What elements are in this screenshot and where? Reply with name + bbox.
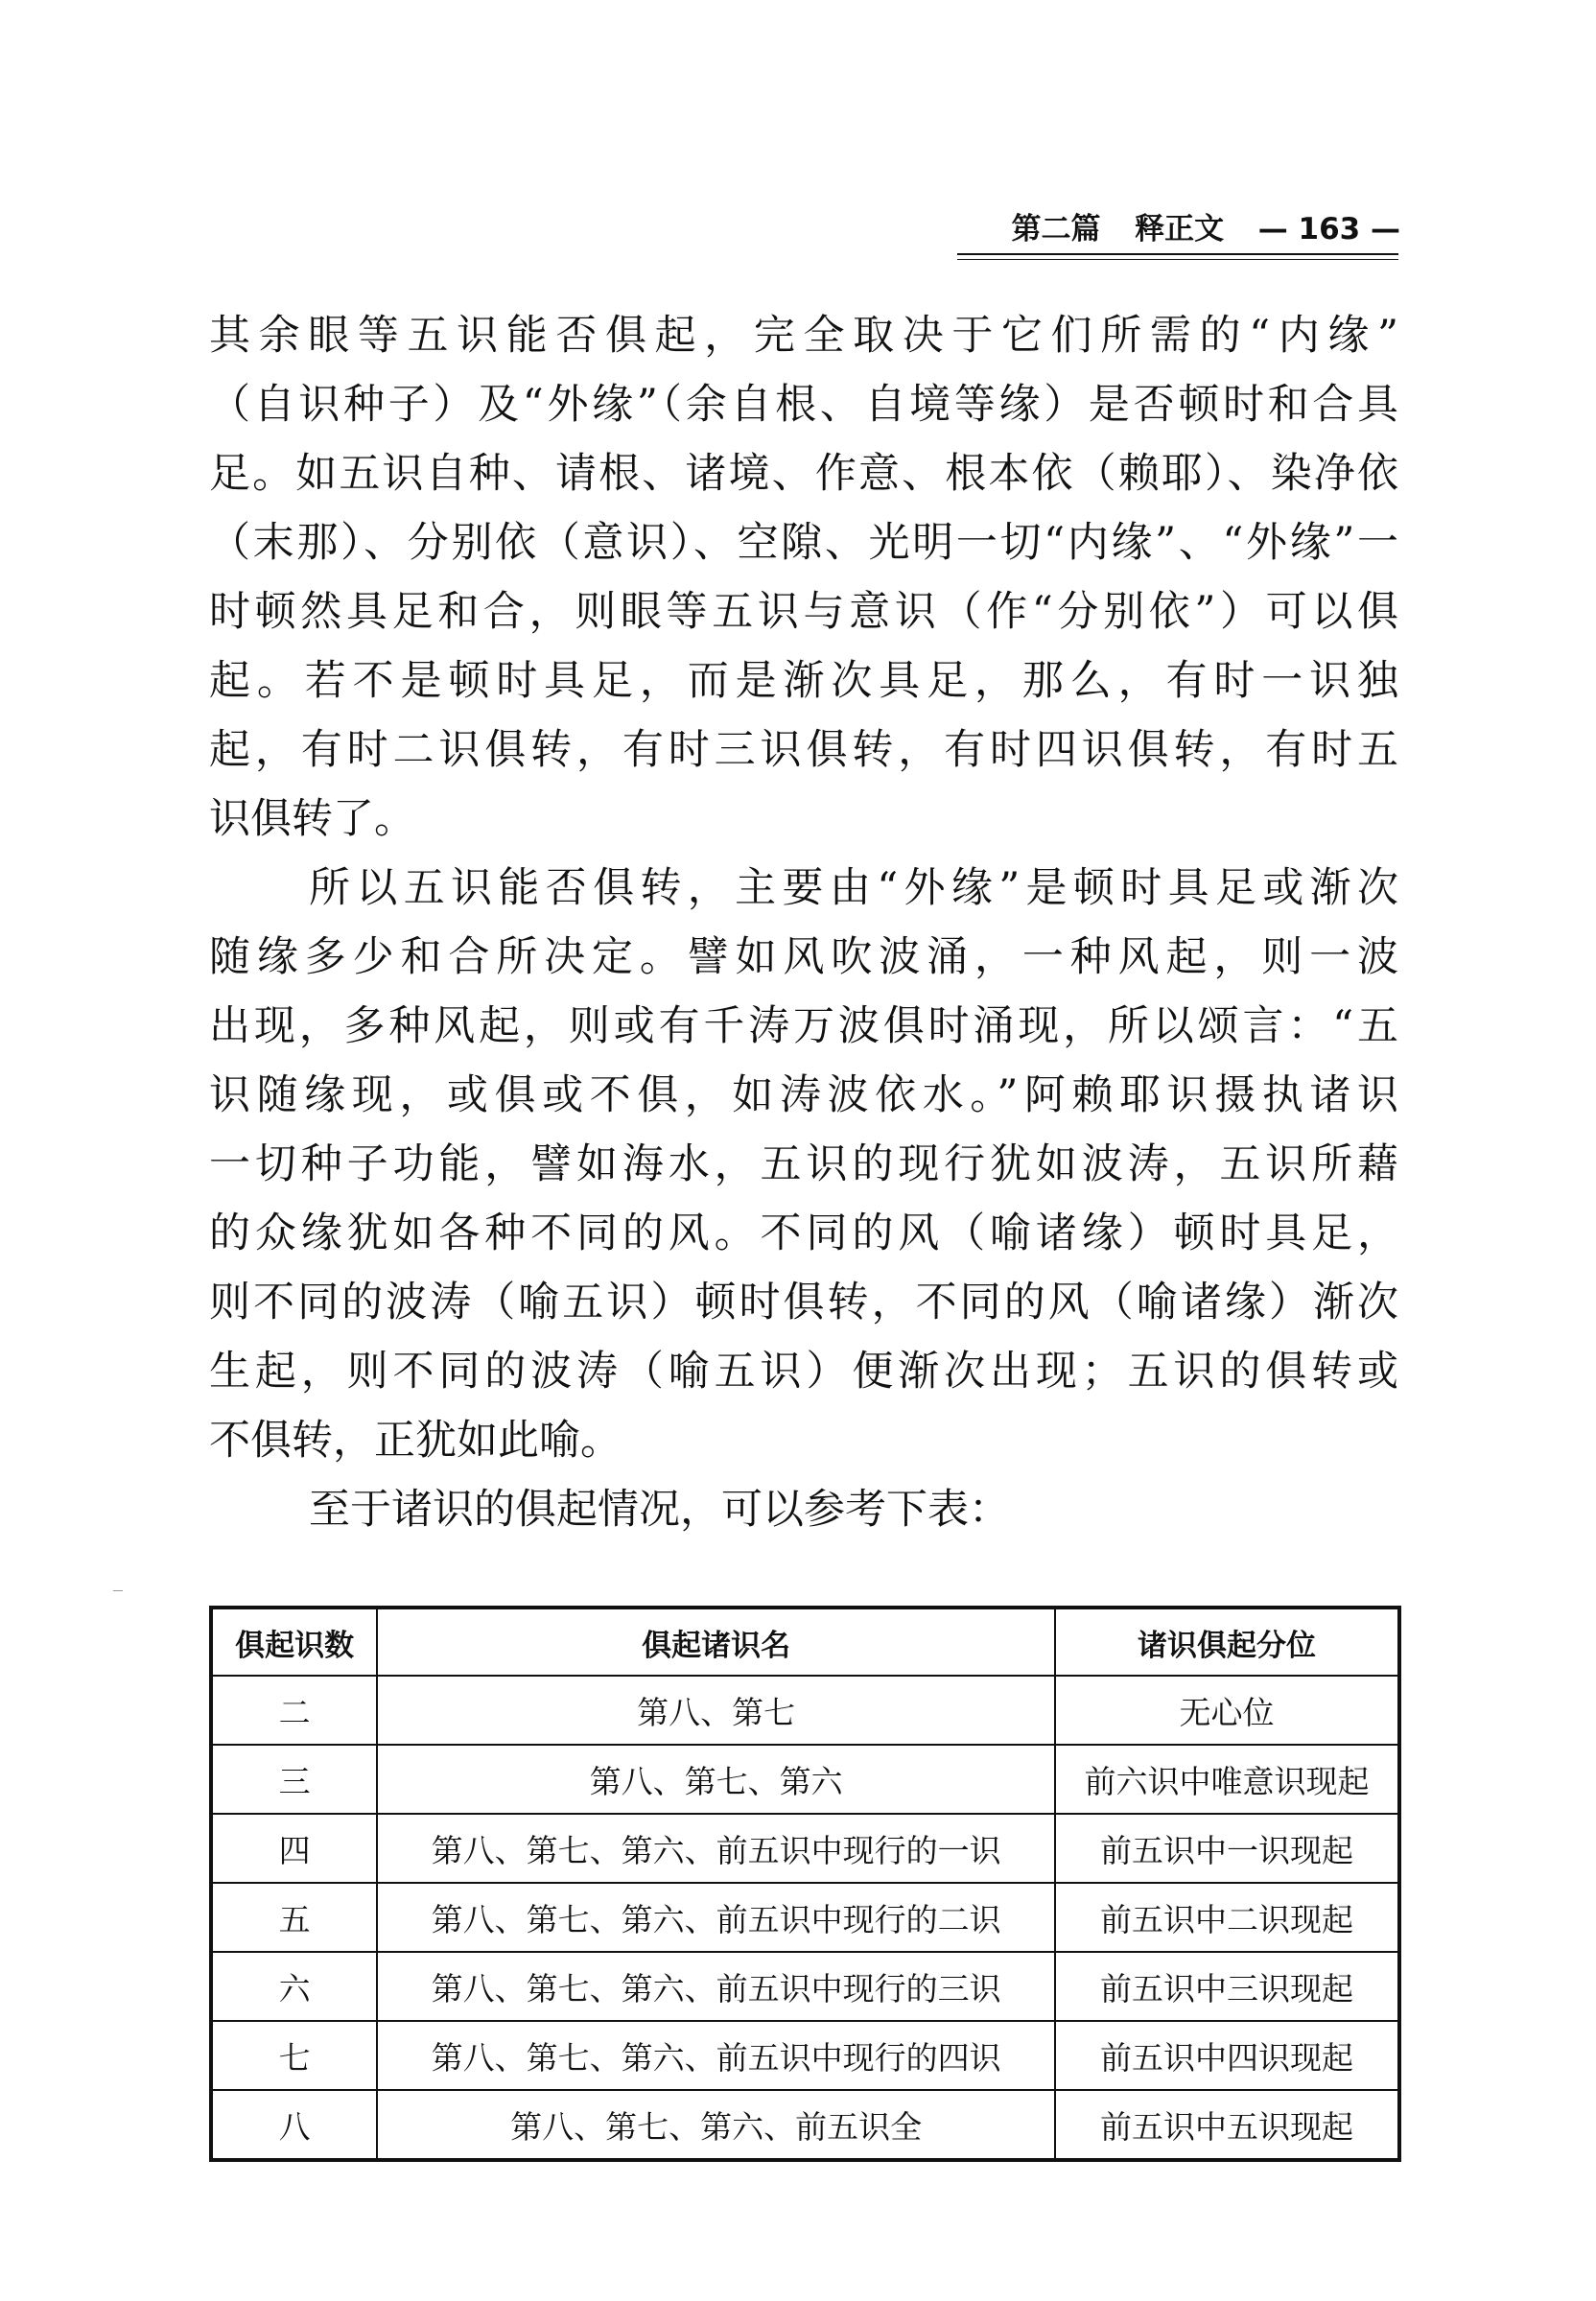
header-title: 释正文 <box>1135 212 1225 247</box>
text-line: （自识种子）及“外缘”（余自根、自境等缘）是否顿时和合具 <box>209 381 1398 429</box>
table-cell: 第八、第七、第六、前五识中现行的一识 <box>377 1814 1055 1883</box>
text-line: 起，有时二识俱转，有时三识俱转，有时四识俱转，有时五 <box>209 726 1398 774</box>
text-line: 足。如五识自种、请根、诸境、作意、根本依（赖耶）、染净依 <box>209 450 1398 498</box>
table-cell: 第八、第七、第六、前五识全 <box>377 2090 1055 2160</box>
running-header <box>211 204 1400 252</box>
header-section: 第二篇 <box>1011 212 1101 247</box>
table-row <box>211 1676 1399 1745</box>
text-line: 识随缘现，或俱或不俱，如涛波依水。”阿赖耶识摄执诸识 <box>209 1071 1398 1119</box>
text-line: 不俱转，正犹如此喻。 <box>209 1417 622 1465</box>
column-header: 俱起诸识名 <box>377 1608 1055 1676</box>
table-row <box>211 1814 1399 1883</box>
consciousness-table <box>209 1606 1401 2162</box>
table-cell: 三 <box>211 1745 377 1814</box>
table-cell: 七 <box>211 2021 377 2090</box>
text-line: 则不同的波涛（喻五识）顿时俱转，不同的风（喻诸缘）渐次 <box>209 1279 1398 1327</box>
table-cell: 二 <box>211 1676 377 1745</box>
text-line: 随缘多少和合所决定。譬如风吹波涌，一种风起，则一波 <box>209 933 1398 981</box>
table-row <box>211 1883 1399 1952</box>
table-cell: 六 <box>211 1952 377 2021</box>
text-line: （末那）、分别依（意识）、空隙、光明一切“内缘”、“外缘”一 <box>209 519 1398 567</box>
table-cell: 第八、第七、第六、前五识中现行的四识 <box>377 2021 1055 2090</box>
text-line: 识俱转了。 <box>209 795 415 843</box>
table-cell: 八 <box>211 2090 377 2160</box>
table-cell: 前五识中一识现起 <box>1055 1814 1399 1883</box>
table-cell: 前五识中二识现起 <box>1055 1883 1399 1952</box>
table-cell: 五 <box>211 1883 377 1952</box>
header-rule <box>957 253 1398 255</box>
table-cell: 前五识中四识现起 <box>1055 2021 1399 2090</box>
text-line: 所以五识能否俱转，主要由“外缘”是顿时具足或渐次 <box>309 864 1398 912</box>
text-line: 其余眼等五识能否俱起，完全取决于它们所需的“内缘” <box>209 312 1398 360</box>
table-row <box>211 1745 1399 1814</box>
scan-mark <box>113 1590 123 1591</box>
paragraph-2 <box>209 854 1398 1475</box>
text-line: 起。若不是顿时具足，而是渐次具足，那么，有时一识独 <box>209 657 1398 705</box>
text-line: 的众缘犹如各种不同的风。不同的风（喻诸缘）顿时具足， <box>209 1209 1398 1257</box>
table-cell: 第八、第七、第六、前五识中现行的三识 <box>377 1952 1055 2021</box>
table-cell: 第八、第七 <box>377 1676 1055 1745</box>
paragraph-1 <box>209 301 1398 854</box>
table-cell: 前五识中五识现起 <box>1055 2090 1399 2160</box>
table-intro: 至于诸识的俱起情况，可以参考下表： <box>309 1486 1010 1534</box>
text-line: 出现，多种风起，则或有千涛万波俱时涌现，所以颂言：“五 <box>209 1002 1398 1050</box>
table-cell: 前六识中唯意识现起 <box>1055 1745 1399 1814</box>
table-row <box>211 2021 1399 2090</box>
body-text <box>209 301 1398 1544</box>
table-row <box>211 1952 1399 2021</box>
table-cell: 第八、第七、第六 <box>377 1745 1055 1814</box>
header-rule-thin <box>957 259 1398 260</box>
table-cell: 前五识中三识现起 <box>1055 1952 1399 2021</box>
column-header: 诸识俱起分位 <box>1055 1608 1399 1676</box>
column-header: 俱起识数 <box>211 1608 377 1676</box>
table-cell: 四 <box>211 1814 377 1883</box>
table-header-row <box>211 1608 1399 1676</box>
table-cell: 无心位 <box>1055 1676 1399 1745</box>
text-line: 时顿然具足和合，则眼等五识与意识（作“分别依”）可以俱 <box>209 588 1398 636</box>
table-row <box>211 2090 1399 2160</box>
page-number: — 163 — <box>1257 212 1400 247</box>
table-cell: 第八、第七、第六、前五识中现行的二识 <box>377 1883 1055 1952</box>
text-line: 生起，则不同的波涛（喻五识）便渐次出现；五识的俱转或 <box>209 1348 1398 1396</box>
text-line: 一切种子功能，譬如海水，五识的现行犹如波涛，五识所藉 <box>209 1140 1398 1188</box>
